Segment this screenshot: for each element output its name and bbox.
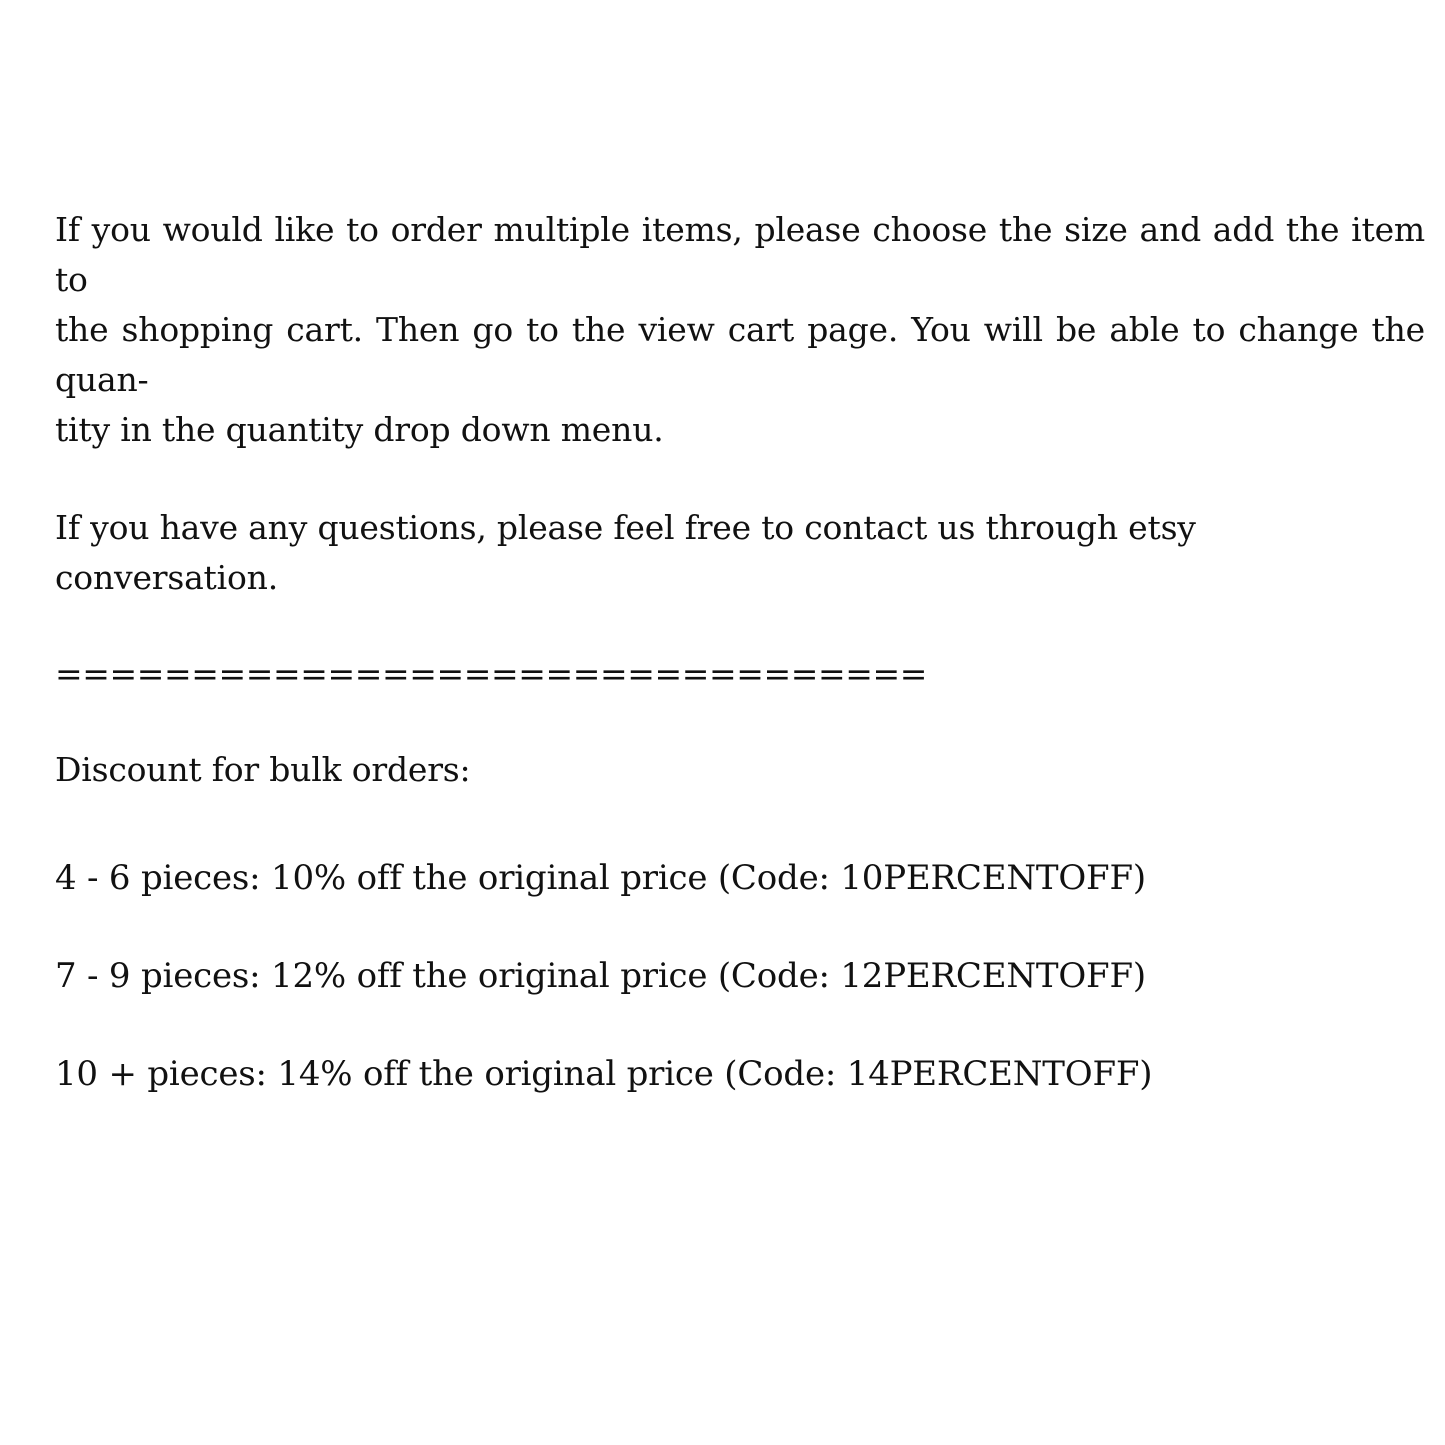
contact-note: If you have any questions, please feel free to contact us through etsy conversation. <box>55 508 1196 597</box>
discount-tier-4-6: 4 - 6 pieces: 10% off the original price (Code: 10PERCENTOFF) <box>55 858 1146 898</box>
multiple-items-instructions: If you would like to order multiple items, please choose the size and add the item to the shopping cart. Then go to the view cart page. You will be able to change the quan- tity in the quantity drop down menu. <box>55 210 1425 449</box>
discount-tier-7-9: 7 - 9 pieces: 12% off the original price (Code: 12PERCENTOFF) <box>55 956 1146 996</box>
section-divider: ================================ <box>55 654 928 693</box>
discount-tier-10-plus: 10 + pieces: 14% off the original price (Code: 14PERCENTOFF) <box>55 1054 1153 1094</box>
description-content <box>55 205 1425 1099</box>
bulk-discount-heading: Discount for bulk orders: <box>55 750 471 789</box>
discount-tier-list <box>55 853 1425 1099</box>
